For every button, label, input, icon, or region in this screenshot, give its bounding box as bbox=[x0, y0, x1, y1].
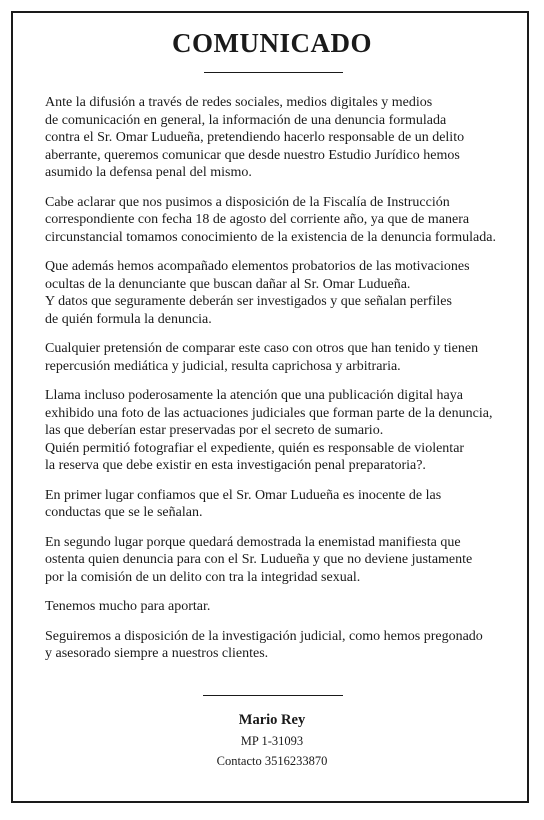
paragraph-line: Y datos que seguramente deberán ser investigados y que señalan perfiles bbox=[45, 294, 452, 309]
paragraph-line: Quién permitió fotografiar el expediente, quién es responsable de violentar bbox=[45, 440, 465, 456]
paragraph-line: Seguiremos a disposición de la investigación judicial, como hemos pregonado bbox=[45, 628, 483, 644]
paragraph-line: la reserva que debe existir en esta investigación penal preparatoria?. bbox=[45, 458, 426, 473]
body-paragraph bbox=[45, 94, 515, 182]
document-body bbox=[45, 94, 515, 675]
paragraph-line: repercusión mediática y judicial, resulta caprichosa y arbitraria. bbox=[45, 358, 401, 374]
body-paragraph bbox=[45, 258, 515, 328]
title-divider bbox=[204, 72, 343, 73]
paragraph-line: por la comisión de un delito con tra la integridad sexual. bbox=[45, 569, 361, 585]
paragraph-line: exhibido una foto de las actuaciones judiciales que forman parte de la denuncia, bbox=[45, 405, 493, 421]
paragraph-line: circunstancial tomamos conocimiento de la existencia de la denuncia formulada. bbox=[45, 229, 496, 245]
paragraph-line: Que además hemos acompañado elementos probatorios de las motivaciones bbox=[45, 259, 470, 274]
paragraph-line: conductas que se le señalan. bbox=[45, 505, 203, 520]
body-paragraph bbox=[45, 534, 515, 587]
document-title: COMUNICADO bbox=[172, 28, 372, 58]
paragraph-line: Cualquier pretensión de comparar este caso con otros que han tenido y tienen bbox=[45, 341, 479, 356]
paragraph-line: contra el Sr. Omar Ludueña, pretendiendo hacerlo responsable de un delito bbox=[45, 130, 465, 145]
paragraph-line: y asesorado siempre a nuestros clientes. bbox=[45, 646, 269, 661]
paragraph-line: ocultas de la denunciante que buscan dañar al Sr. Omar Ludueña. bbox=[45, 276, 411, 292]
signature-registration: MP 1-31093 bbox=[240, 734, 304, 748]
paragraph-line: En primer lugar confiamos que el Sr. Omar Ludueña es inocente de las bbox=[45, 487, 442, 503]
paragraph-line: de comunicación en general, la información de una denuncia formulada bbox=[45, 112, 447, 128]
paragraph-line: de quién formula la denuncia. bbox=[45, 311, 212, 327]
signature-divider bbox=[203, 695, 343, 696]
paragraph-line: Llama incluso poderosamente la atención que una publicación digital haya bbox=[45, 388, 463, 403]
body-paragraph bbox=[45, 340, 515, 375]
paragraph-line: Cabe aclarar que nos pusimos a disposición de la Fiscalía de Instrucción bbox=[45, 194, 450, 210]
body-paragraph bbox=[45, 628, 515, 663]
signature-contact: Contacto 3516233870 bbox=[216, 754, 328, 768]
paragraph-line: ostenta quien denuncia para con el Sr. Ludueña y que no deviene justamente bbox=[45, 552, 473, 567]
paragraph-line: asumido la defensa penal del mismo. bbox=[45, 165, 252, 180]
signature-block bbox=[0, 710, 544, 771]
paragraph-line: Ante la difusión a través de redes sociales, medios digitales y medios bbox=[45, 95, 433, 110]
paragraph-line: En segundo lugar porque quedará demostrada la enemistad manifiesta que bbox=[45, 534, 461, 550]
body-paragraph bbox=[45, 487, 515, 522]
body-paragraph bbox=[45, 387, 515, 475]
body-paragraph bbox=[45, 598, 515, 616]
paragraph-line: aberrante, queremos comunicar que desde nuestro Estudio Jurídico hemos bbox=[45, 147, 460, 163]
body-paragraph bbox=[45, 194, 515, 247]
signature-name: Mario Rey bbox=[238, 712, 306, 728]
paragraph-line: las que deberían estar preservadas por el secreto de sumario. bbox=[45, 423, 384, 438]
paragraph-line: Tenemos mucho para aportar. bbox=[45, 599, 211, 614]
paragraph-line: correspondiente con fecha 18 de agosto del corriente año, ya que de manera bbox=[45, 212, 470, 227]
